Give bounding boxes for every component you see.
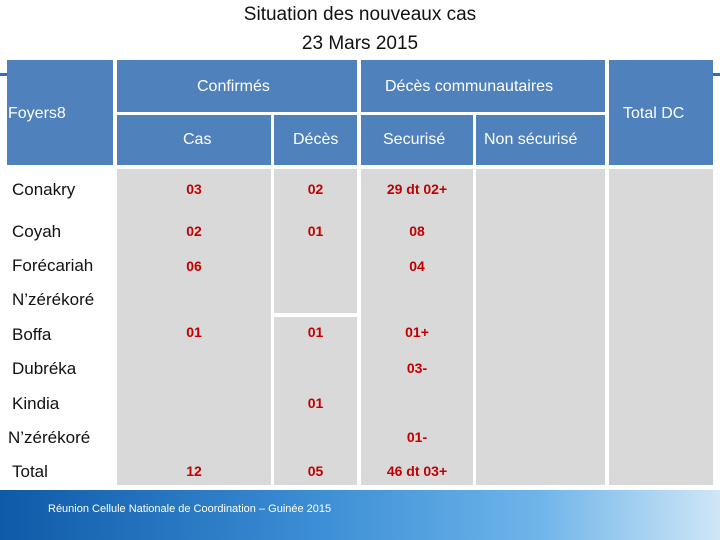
cell-cas: 03 — [186, 181, 202, 197]
cell-deces: 01 — [307, 395, 324, 411]
row-label: Dubréka — [12, 359, 77, 378]
header-cas: Cas — [183, 131, 212, 148]
row-label-total: Total — [12, 462, 48, 481]
cell-securise: 04 — [409, 258, 425, 274]
row-label: Coyah — [12, 222, 62, 241]
header-non-securise: Non sécurisé — [484, 131, 578, 148]
cell-cas: 02 — [186, 223, 202, 239]
cell-deces: 02 — [307, 181, 324, 197]
header-confirmes: Confirmés — [197, 78, 270, 95]
row-label: Boffa — [12, 325, 52, 344]
total-dc-column-cell — [609, 169, 713, 485]
header-deces: Décès — [293, 131, 339, 148]
row-label: Conakry — [12, 180, 76, 199]
cell-cas: 06 — [186, 258, 202, 274]
footer-text: Réunion Cellule Nationale de Coordination – Guinée 2015 — [48, 503, 332, 515]
cell-cas-total: 12 — [186, 463, 202, 479]
cell-securise-total: 46 dt 03+ — [386, 463, 448, 479]
slide-title-line2: 23 Mars 2015 — [301, 33, 419, 54]
left-rule — [0, 73, 7, 76]
row-label: Kindia — [12, 394, 60, 413]
cell-deces: 01 — [307, 324, 324, 340]
cell-deces: 01 — [307, 223, 324, 239]
cell-securise: 01- — [406, 429, 428, 445]
cell-cas: 01 — [186, 324, 202, 340]
row-label: Forécariah — [12, 256, 94, 275]
cell-securise: 29 dt 02+ — [386, 181, 448, 197]
row-label: N’zérékoré — [8, 428, 91, 447]
cell-securise: 03- — [406, 360, 428, 376]
row-label: N’zérékoré — [12, 290, 95, 309]
header-foyers: Foyers8 — [8, 105, 66, 122]
header-securise: Securisé — [383, 131, 446, 148]
non-securise-column-cell — [476, 169, 605, 485]
header-total-dc: Total DC — [623, 105, 685, 122]
header-deces-communautaires: Décès communautaires — [385, 78, 554, 95]
footer-bar — [0, 490, 720, 540]
slide-title-line1: Situation des nouveaux cas — [243, 4, 477, 25]
cell-securise: 08 — [409, 223, 425, 239]
cell-securise: 01+ — [405, 324, 429, 340]
cell-deces-total: 05 — [307, 463, 324, 479]
right-rule — [713, 73, 720, 76]
